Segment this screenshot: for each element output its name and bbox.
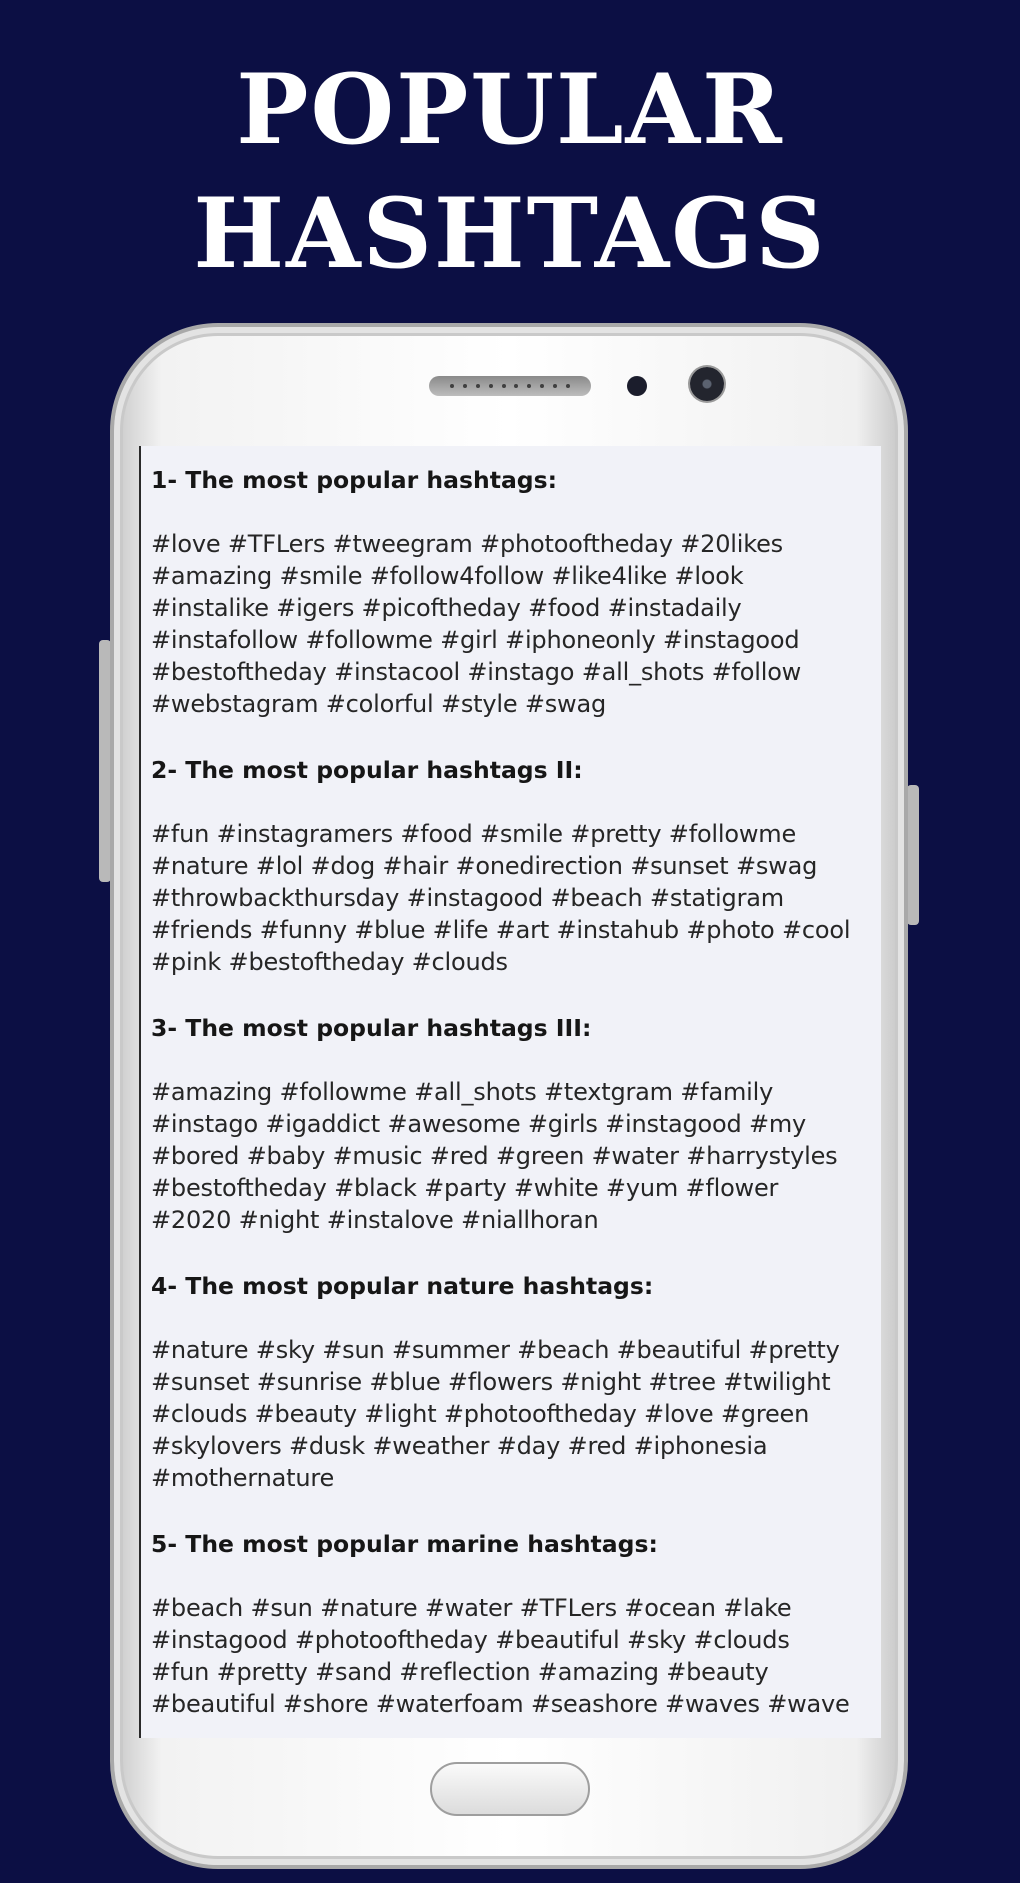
hashtag-line[interactable]: #bestoftheday #black #party #white #yum #flower bbox=[151, 1174, 779, 1202]
hashtag-line[interactable]: #mothernature bbox=[151, 1464, 335, 1492]
hashtag-line[interactable]: #bored #baby #music #red #green #water #harrystyles bbox=[151, 1142, 838, 1170]
hashtag-line[interactable]: #nature #lol #dog #hair #onedirection #sunset #swag bbox=[151, 852, 818, 880]
promo-banner bbox=[0, 48, 1020, 296]
banner-title-line2: HASHTAGS bbox=[193, 177, 827, 290]
hashtag-line[interactable]: #fun #pretty #sand #reflection #amazing #beauty bbox=[151, 1658, 769, 1686]
hashtag-line[interactable]: #nature #sky #sun #summer #beach #beautiful #pretty bbox=[151, 1336, 840, 1364]
section-title: 2- The most popular hashtags II: bbox=[151, 756, 583, 784]
home-button[interactable] bbox=[430, 1762, 590, 1816]
hashtag-section bbox=[151, 464, 881, 720]
hashtag-section bbox=[151, 1528, 881, 1720]
hashtag-line[interactable]: #instafollow #followme #girl #iphoneonly #instagood bbox=[151, 626, 800, 654]
hashtag-line[interactable]: #amazing #smile #follow4follow #like4like #look bbox=[151, 562, 744, 590]
hashtag-line[interactable]: #sunset #sunrise #blue #flowers #night #tree #twilight bbox=[151, 1368, 831, 1396]
phone-speaker-grille bbox=[429, 376, 591, 396]
hashtag-line[interactable]: #clouds #beauty #light #photooftheday #love #green bbox=[151, 1400, 810, 1428]
front-camera-icon bbox=[690, 367, 724, 401]
hashtag-line[interactable]: #2020 #night #instalove #niallhoran bbox=[151, 1206, 599, 1234]
hashtag-line[interactable]: #beach #sun #nature #water #TFLers #ocean #lake bbox=[151, 1594, 792, 1622]
section-title: 5- The most popular marine hashtags: bbox=[151, 1530, 658, 1558]
hashtag-line[interactable]: #friends #funny #blue #life #art #instahub #photo #cool bbox=[151, 916, 851, 944]
hashtag-line[interactable]: #instago #igaddict #awesome #girls #instagood #my bbox=[151, 1110, 807, 1138]
section-title: 4- The most popular nature hashtags: bbox=[151, 1272, 654, 1300]
phone-power-button bbox=[907, 785, 919, 925]
hashtag-line[interactable]: #love #TFLers #tweegram #photooftheday #20likes bbox=[151, 530, 783, 558]
hashtag-line[interactable]: #pink #bestoftheday #clouds bbox=[151, 948, 508, 976]
hashtag-line[interactable]: #skylovers #dusk #weather #day #red #iphonesia bbox=[151, 1432, 768, 1460]
proximity-sensor bbox=[627, 376, 647, 396]
hashtag-line[interactable]: #bestoftheday #instacool #instago #all_shots #follow bbox=[151, 658, 802, 686]
hashtag-list-screen[interactable] bbox=[139, 446, 881, 1738]
hashtag-line[interactable]: #beautiful #shore #waterfoam #seashore #waves #wave bbox=[151, 1690, 850, 1718]
hashtag-section bbox=[151, 1270, 881, 1494]
hashtag-line[interactable]: #instagood #photooftheday #beautiful #sky #clouds bbox=[151, 1626, 790, 1654]
hashtag-line[interactable]: #fun #instagramers #food #smile #pretty #followme bbox=[151, 820, 797, 848]
hashtag-line[interactable]: #throwbackthursday #instagood #beach #statigram bbox=[151, 884, 784, 912]
section-title: 1- The most popular hashtags: bbox=[151, 466, 558, 494]
hashtag-line[interactable]: #amazing #followme #all_shots #textgram #family bbox=[151, 1078, 774, 1106]
hashtag-line[interactable]: #webstagram #colorful #style #swag bbox=[151, 690, 607, 718]
hashtag-section bbox=[151, 754, 881, 978]
banner-title-line1: POPULAR bbox=[236, 53, 784, 166]
hashtag-section bbox=[151, 1012, 881, 1236]
section-title: 3- The most popular hashtags III: bbox=[151, 1014, 592, 1042]
hashtag-line[interactable]: #instalike #igers #picoftheday #food #instadaily bbox=[151, 594, 742, 622]
